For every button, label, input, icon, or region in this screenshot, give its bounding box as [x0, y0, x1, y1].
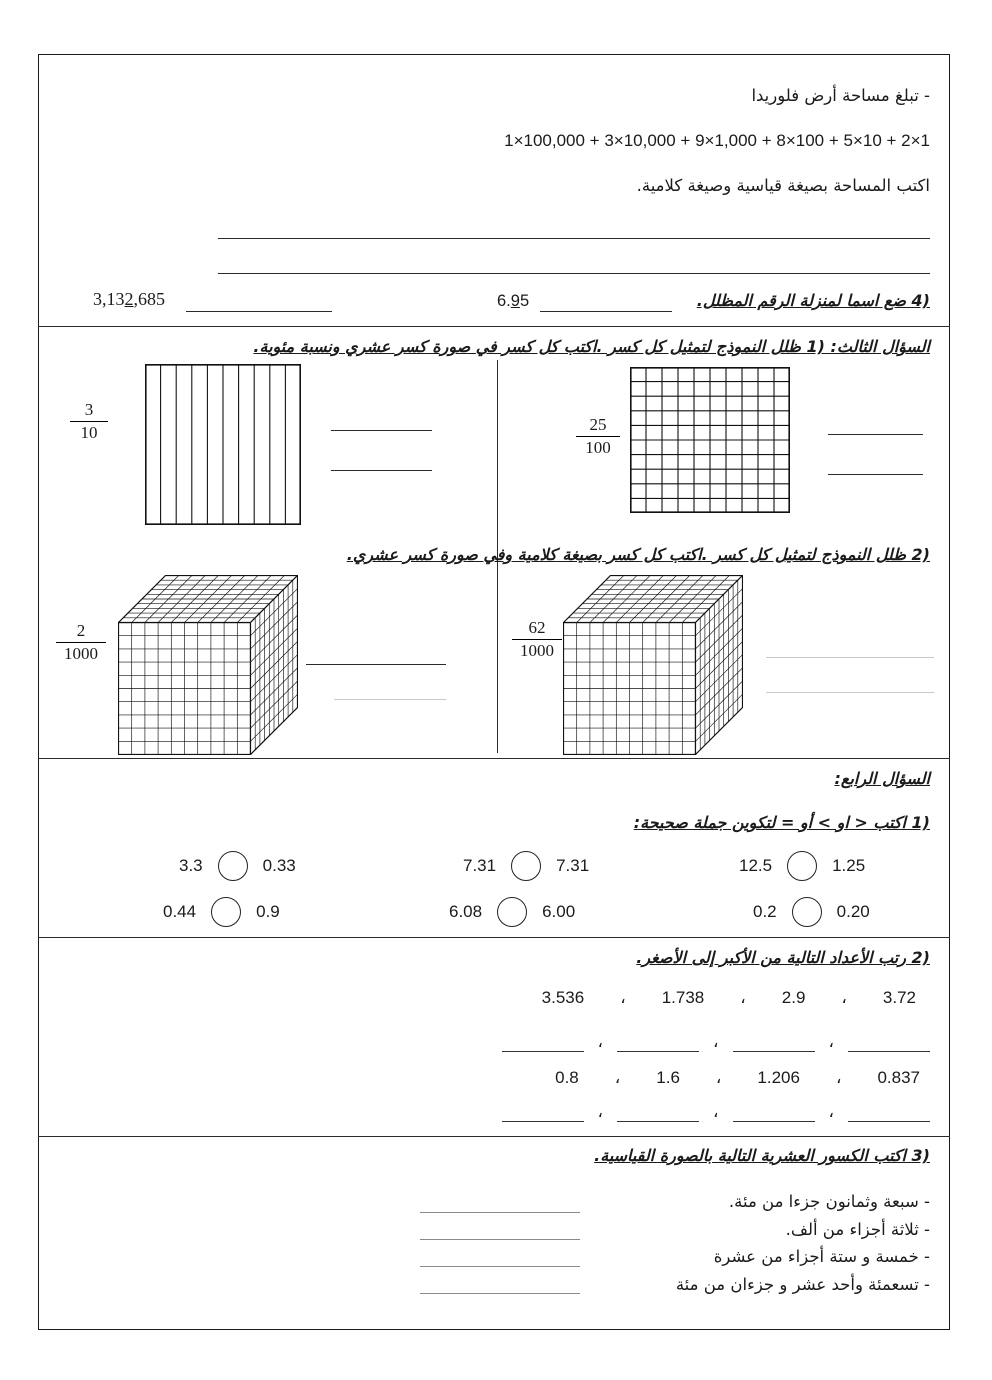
comparison-right-number: 1.25	[832, 856, 866, 875]
tenths-grid-model[interactable]	[145, 364, 301, 525]
fraction-2-1000	[56, 620, 106, 665]
q5-title	[594, 1146, 930, 1165]
q5-items	[676, 1188, 930, 1298]
florida-area-text: - تبلغ مساحة أرض فلوريدا	[751, 86, 930, 105]
q5-item: - خمسة و ستة أجزاء من عشرة	[713, 1247, 930, 1266]
q3-cube-answer-line-3[interactable]	[766, 657, 934, 658]
fraction-denominator: 1000	[56, 642, 106, 665]
ordering-number: 3.536	[541, 988, 585, 1007]
ordering-number: 2.9	[781, 988, 806, 1007]
fraction-denominator: 1000	[512, 639, 562, 662]
q5-item: - تسعمئة وأحد عشر و جزءان من مئة	[675, 1274, 930, 1294]
comparison-left-number: 3.3	[179, 856, 203, 875]
ordering-answer-blank[interactable]	[848, 1105, 930, 1122]
shaded-digit: 9	[510, 292, 520, 310]
fraction-62-1000	[512, 617, 562, 662]
ordering-answer-blank[interactable]	[502, 1035, 584, 1052]
comparison-item	[463, 851, 589, 881]
comparison-right-number: 0.9	[256, 902, 280, 921]
arabic-comma: ،	[713, 1102, 719, 1122]
digits: 6.	[497, 292, 511, 310]
arabic-comma: ،	[597, 1032, 603, 1052]
q3-part2-title	[347, 545, 930, 564]
place-value-answer-line-2[interactable]	[186, 311, 332, 312]
ordering-number: 3.72	[882, 988, 916, 1007]
comparison-circle[interactable]	[511, 851, 541, 881]
question-number: 4)	[911, 291, 930, 310]
arabic-comma: ،	[597, 1102, 603, 1122]
area-answer-line-1[interactable]	[218, 238, 930, 239]
q3-cube-answer-line-2[interactable]	[334, 699, 446, 700]
arabic-comma: ،	[614, 1068, 621, 1088]
q4-compare-instruction	[634, 813, 930, 832]
area-answer-line-2[interactable]	[218, 273, 930, 274]
comparison-right-number: 6.00	[542, 902, 576, 921]
thousandths-cube-right[interactable]	[563, 575, 743, 755]
fraction-25-100	[576, 414, 620, 459]
q3-grid-answer-line-1[interactable]	[331, 430, 432, 431]
q4-order-text: رتب الأعداد التالية من الأكبر إلى الأصغر.	[636, 948, 906, 967]
arabic-comma: ،	[740, 988, 746, 1008]
q3-part2-text: ظلل النموذج لتمثيل كل كسر .اكتب كل كسر بصيغة كلامية وفي صورة كسر عشري.	[346, 545, 906, 564]
comparison-circle[interactable]	[787, 851, 817, 881]
comparison-left-number: 6.08	[449, 902, 483, 921]
comparison-left-number: 12.5	[739, 856, 773, 875]
ordering-numbers-row-1	[542, 988, 916, 1008]
q4-order-instruction	[636, 948, 930, 967]
question-text: ضع اسما لمنزلة الرقم المظلل.	[696, 291, 906, 310]
ordering-answer-blank[interactable]	[617, 1035, 699, 1052]
section-divider-2	[38, 758, 950, 759]
place-value-number-695	[497, 292, 529, 311]
fraction-3-10	[70, 399, 108, 444]
expanded-form-expression: 1×100,000 + 3×10,000 + 9×1,000 + 8×100 + 5×10 + 2×1	[504, 131, 930, 150]
comparison-circle[interactable]	[792, 897, 822, 927]
fraction-denominator: 10	[70, 421, 108, 444]
ordering-number: 1.738	[661, 988, 705, 1007]
digits: ,685	[133, 289, 165, 309]
comparison-circle[interactable]	[211, 897, 241, 927]
fraction-numerator: 3	[84, 400, 94, 419]
comparison-right-number: 0.20	[836, 902, 870, 921]
question-number: 1)	[911, 813, 930, 832]
ordering-answer-blank[interactable]	[848, 1035, 930, 1052]
q3-title-lead: السؤال الثالث:	[830, 337, 930, 356]
ordering-number: 0.8	[555, 1068, 579, 1087]
q5-answer-line[interactable]	[420, 1293, 580, 1294]
arabic-comma: ،	[828, 1102, 834, 1122]
fraction-numerator: 25	[589, 415, 607, 434]
comparison-item	[753, 897, 870, 927]
ordering-answer-blank[interactable]	[502, 1105, 584, 1122]
q3-cube-answer-line-1[interactable]	[306, 664, 446, 665]
comparison-item	[739, 851, 865, 881]
comparison-circle[interactable]	[218, 851, 248, 881]
place-value-question-label	[697, 291, 930, 310]
q4-title: السؤال الرابع:	[834, 769, 930, 788]
q5-item: - ثلاثة أجزاء من ألف.	[785, 1219, 930, 1239]
ordering-number: 0.837	[877, 1068, 920, 1087]
q4-compare-text: اكتب < او > أو = لتكوين جملة صحيحة:	[633, 813, 906, 832]
comparison-left-number: 0.44	[163, 902, 197, 921]
q5-answer-line[interactable]	[420, 1266, 580, 1267]
q3-grid-answer-line-4[interactable]	[828, 474, 923, 475]
arabic-comma: ،	[713, 1032, 719, 1052]
comparison-circle[interactable]	[497, 897, 527, 927]
question-number: 3)	[911, 1146, 930, 1165]
digits: 3,13	[93, 289, 125, 309]
ordering-answer-blank[interactable]	[733, 1035, 815, 1052]
section-divider-4	[38, 1136, 950, 1137]
comparison-left-number: 7.31	[463, 856, 497, 875]
q3-title-text: ظلل النموذج لتمثيل كل كسر .اكتب كل كسر في صورة كسر عشري ونسبة مئوية.	[253, 337, 801, 356]
arabic-comma: ،	[715, 1068, 722, 1088]
ordering-answer-row-2	[502, 1102, 931, 1122]
q3-part1-title	[253, 337, 930, 356]
shaded-digit: 2	[124, 289, 134, 309]
q3-cube-answer-line-4[interactable]	[766, 692, 934, 693]
digits: 5	[519, 292, 530, 310]
q5-answer-line[interactable]	[420, 1212, 580, 1213]
hundredths-grid-model[interactable]	[630, 367, 790, 513]
comparison-item	[449, 897, 575, 927]
question-number: 1)	[806, 337, 825, 356]
q3-grid-answer-line-3[interactable]	[828, 434, 923, 435]
q3-grid-answer-line-2[interactable]	[331, 470, 432, 471]
q5-item: - سبعة وثمانون جزءا من مئة.	[728, 1192, 930, 1211]
q5-answer-line[interactable]	[420, 1239, 580, 1240]
arabic-comma: ،	[841, 988, 847, 1008]
question-number: 2)	[911, 948, 930, 967]
write-area-instruction: اكتب المساحة بصيغة قياسية وصيغة كلامية.	[636, 176, 930, 195]
arabic-comma: ،	[835, 1068, 842, 1088]
section-divider-3	[38, 937, 950, 938]
q5-title-text: اكتب الكسور العشرية التالية بالصورة القياسية.	[594, 1146, 906, 1165]
comparison-right-number: 0.33	[262, 856, 296, 875]
comparison-item	[163, 897, 280, 927]
ordering-answer-blank[interactable]	[733, 1105, 815, 1122]
comparison-right-number: 7.31	[556, 856, 590, 875]
ordering-numbers-row-2	[555, 1068, 920, 1088]
fraction-numerator: 2	[76, 621, 86, 640]
arabic-comma: ،	[620, 988, 626, 1008]
ordering-answer-row-1	[502, 1032, 931, 1052]
ordering-number: 1.206	[757, 1068, 800, 1087]
comparison-left-number: 0.2	[753, 902, 777, 921]
fraction-denominator: 100	[576, 436, 620, 459]
fraction-numerator: 62	[528, 618, 546, 637]
ordering-number: 1.6	[656, 1068, 680, 1087]
ordering-answer-blank[interactable]	[617, 1105, 699, 1122]
place-value-number-3132685	[93, 289, 165, 310]
place-value-answer-line-1[interactable]	[540, 311, 672, 312]
question-number: 2)	[911, 545, 930, 564]
section-divider-1	[38, 326, 950, 327]
comparison-item	[179, 851, 296, 881]
arabic-comma: ،	[828, 1032, 834, 1052]
thousandths-cube-left[interactable]	[118, 575, 298, 755]
